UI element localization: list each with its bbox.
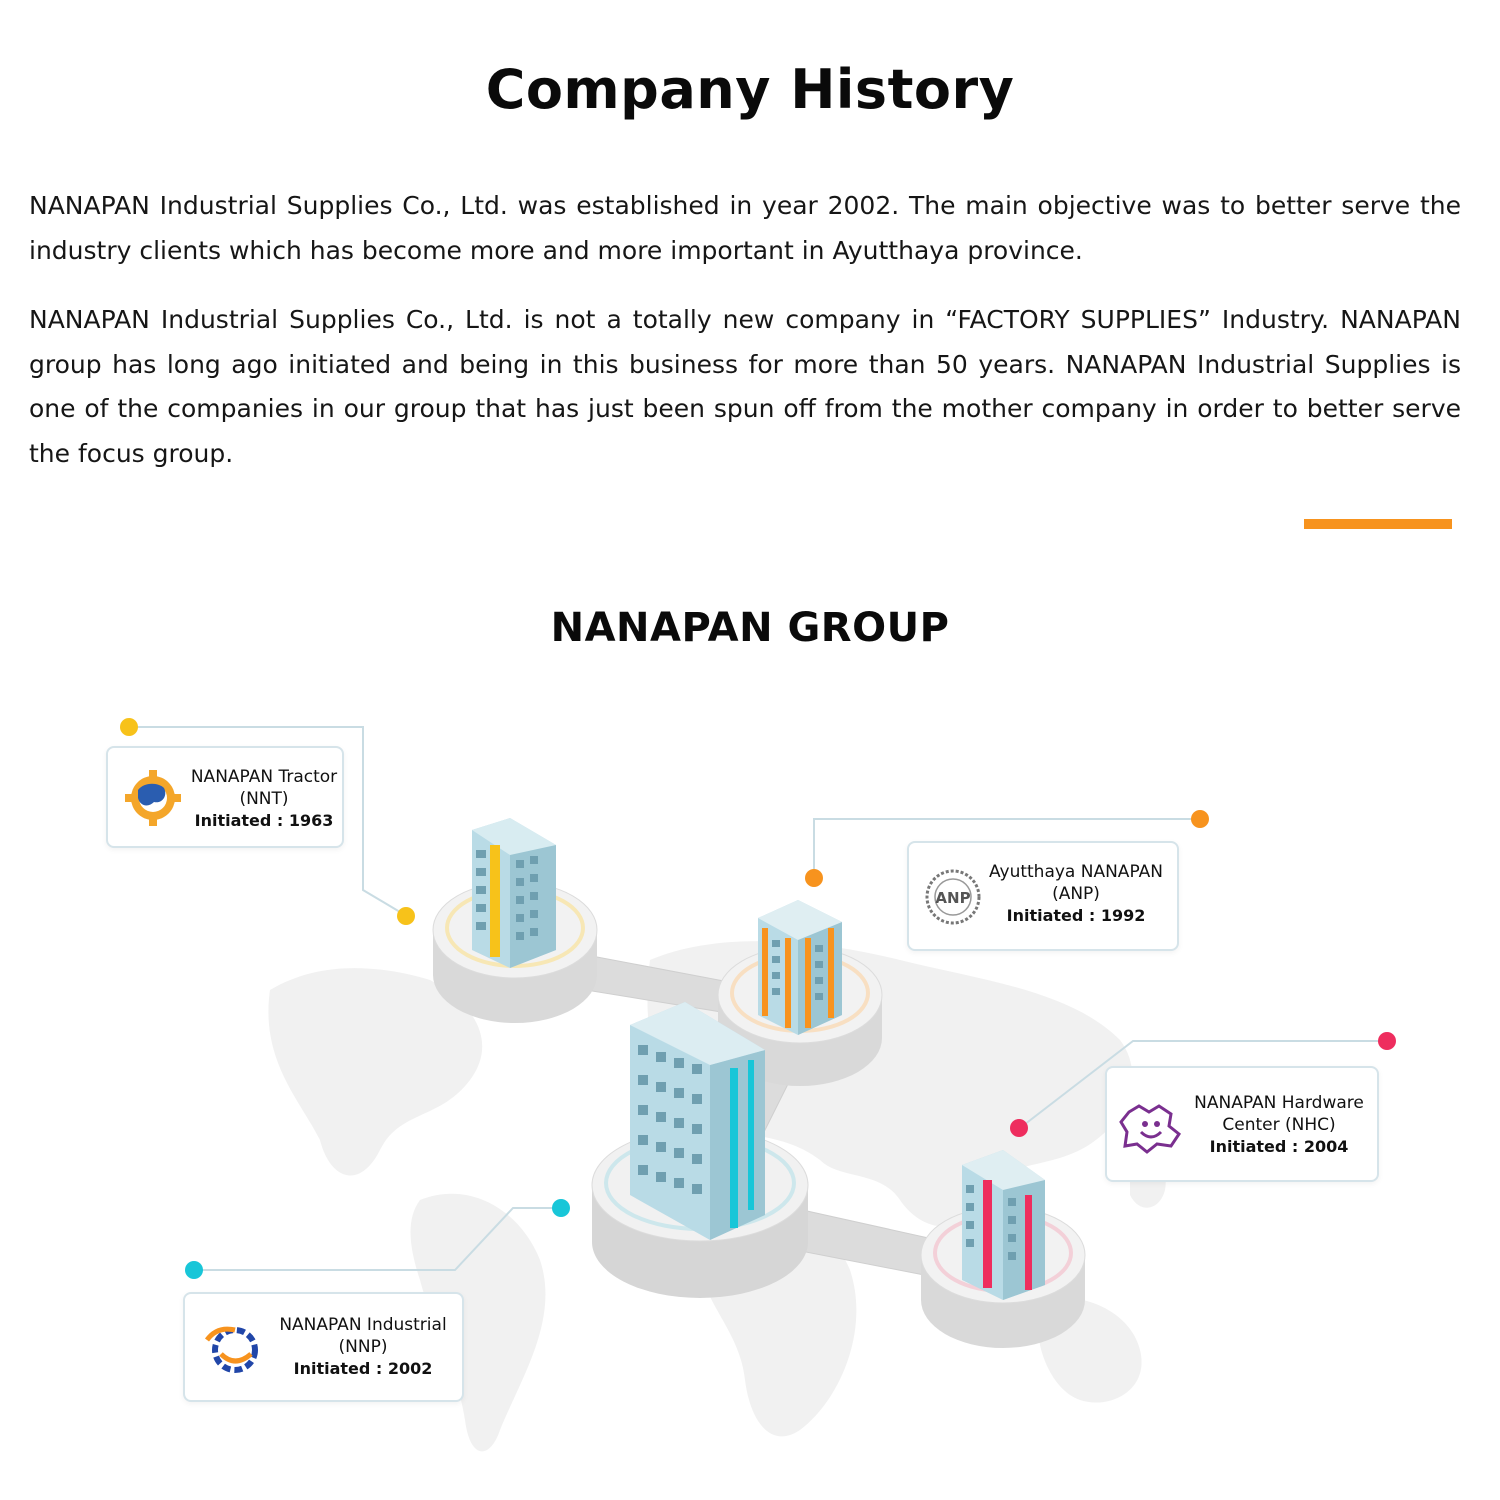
building-nhc bbox=[962, 1150, 1045, 1300]
swirl-gear-logo-icon bbox=[197, 1320, 271, 1380]
company-code: (NNP) bbox=[338, 1337, 388, 1357]
nnp-dot-icon bbox=[185, 1261, 203, 1279]
history-paragraph-2: NANAPAN Industrial Supplies Co., Ltd. is not a totally new company in “FACTORY SUPPLIES” Industry. NANAPAN group has long ago initiated and being in this business for more than 50 years. NANAPAN Industrial Supplies is one of the companies in our group that has just been spun off from the mother company in order to better serve the focus group. bbox=[29, 305, 1461, 468]
building-anp bbox=[758, 900, 842, 1035]
company-code: (ANP) bbox=[1052, 884, 1100, 904]
anp-seal-logo-icon bbox=[921, 867, 985, 927]
company-initiated: Initiated : 1992 bbox=[1006, 906, 1146, 925]
nnt-dot-icon bbox=[120, 718, 138, 736]
anp-dot-icon bbox=[805, 869, 823, 887]
company-name: NANAPAN Hardware bbox=[1194, 1093, 1364, 1113]
nnp-dot-icon bbox=[552, 1199, 570, 1217]
company-initiated: Initiated : 2004 bbox=[1209, 1137, 1349, 1156]
nhc-dot-icon bbox=[1010, 1119, 1028, 1137]
company-initiated: Initiated : 1963 bbox=[194, 811, 334, 830]
smiley-gear-logo-icon bbox=[1117, 1100, 1187, 1156]
gear-map-logo-icon bbox=[120, 768, 186, 828]
nnt-dot-icon bbox=[397, 907, 415, 925]
company-name: Ayutthaya NANAPAN bbox=[989, 862, 1163, 882]
company-code: (NNT) bbox=[239, 789, 289, 809]
page-title: Company History bbox=[485, 58, 1015, 121]
company-card-nnp bbox=[183, 1292, 464, 1402]
history-paragraph-1: NANAPAN Industrial Supplies Co., Ltd. was established in year 2002. The main objective was to better serve the industry clients which has become more and more important in Ayutthaya province. bbox=[29, 191, 1461, 265]
company-card-nhc bbox=[1105, 1066, 1379, 1182]
company-card-nnt bbox=[106, 746, 344, 848]
group-title: NANAPAN GROUP bbox=[550, 605, 950, 651]
company-code: Center (NHC) bbox=[1222, 1115, 1336, 1135]
company-card-anp bbox=[907, 841, 1179, 951]
nhc-dot-icon bbox=[1378, 1032, 1396, 1050]
svg-text:ANP: ANP bbox=[935, 889, 971, 907]
company-name: NANAPAN Tractor bbox=[190, 767, 338, 787]
company-initiated: Initiated : 2002 bbox=[293, 1359, 433, 1378]
anp-dot-icon bbox=[1191, 810, 1209, 828]
building-nnt bbox=[472, 818, 556, 968]
company-name: NANAPAN Industrial bbox=[279, 1315, 447, 1335]
